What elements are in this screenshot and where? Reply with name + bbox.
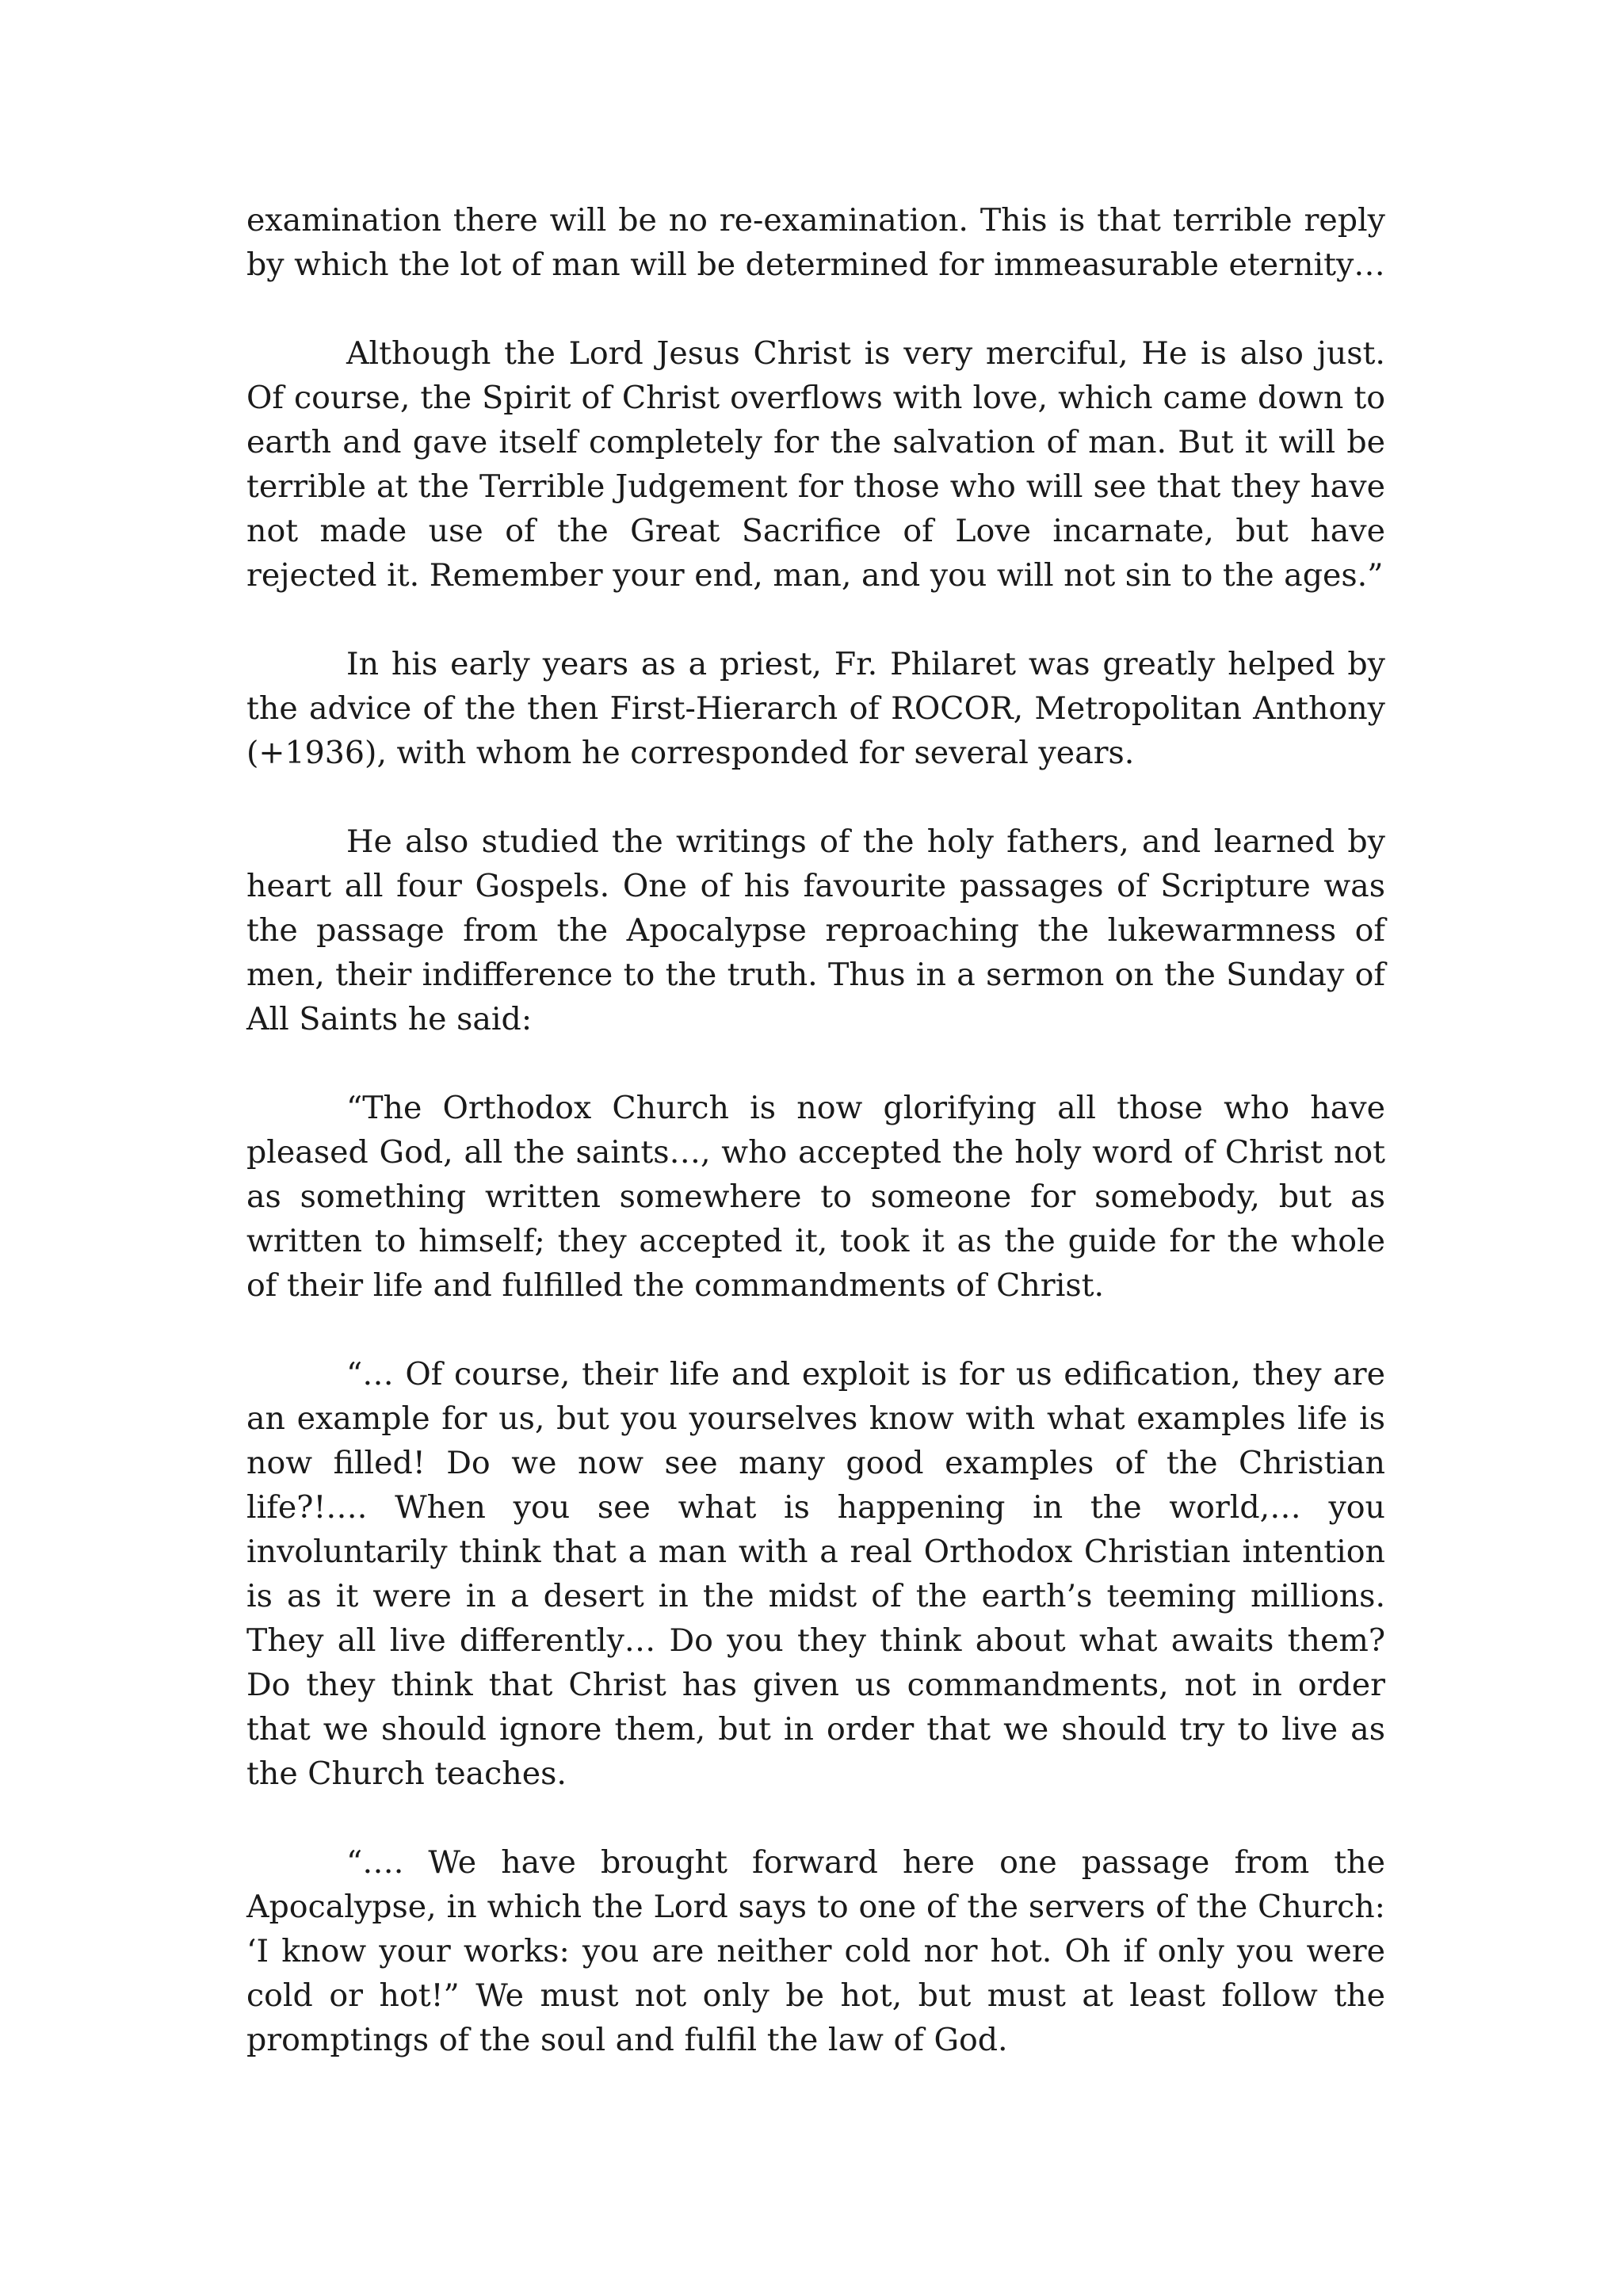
paragraph-1: examination there will be no re-examination. This is that terrible reply by which the lot of man will be determined for immeasurable eternity… bbox=[246, 202, 1385, 283]
paragraph-4: He also studied the writings of the holy fathers, and learned by heart all four Gospels. One of his favourite passages of Scripture was the passage from the Apocalypse reproaching the lukewarmness of men, their indifference to the truth. Thus in a sermon on the Sunday of All Saints he said: bbox=[246, 823, 1385, 1037]
paragraph-6: “… Of course, their life and exploit is for us edification, they are an example for us, but you yourselves know with what examples life is now filled! Do we now see many good examples of the Christian life?!…. When you see what is happening in the world,… you involuntarily think that a man with a real Orthodox Christian intention is as it were in a desert in the midst of the earth’s teeming millions. They all live differently… Do you they think about what awaits them? Do they think that Christ has given us commandments, not in order that we should ignore them, but in order that we should try to live as the Church teaches. bbox=[246, 1356, 1385, 1792]
paragraph-5: “The Orthodox Church is now glorifying all those who have pleased God, all the saints…, who accepted the holy word of Christ not as something written somewhere to someone for somebody, but as written to himself; they accepted it, took it as the guide for the whole of their life and fulfilled the commandments of Christ. bbox=[246, 1090, 1385, 1304]
body-text bbox=[246, 198, 1385, 2062]
paragraph-7: “…. We have brought forward here one passage from the Apocalypse, in which the Lord says to one of the servers of the Church: ‘I know your works: you are neither cold nor hot. Oh if only you were cold or hot!” We must not only be hot, but must at least follow the promptings of the soul and fulfil the law of God. bbox=[246, 1844, 1385, 2058]
paragraph-3: In his early years as a priest, Fr. Philaret was greatly helped by the advice of the then First-Hierarch of ROCOR, Metropolitan Anthony (+1936), with whom he corresponded for several years. bbox=[246, 646, 1385, 771]
paragraph-2: Although the Lord Jesus Christ is very merciful, He is also just. Of course, the Spirit of Christ overflows with love, which came down to earth and gave itself completely for the salvation of man. But it will be terrible at the Terrible Judgement for those who will see that they have not made use of the Great Sacrifice of Love incarnate, but have rejected it. Remember your end, man, and you will not sin to the ages.” bbox=[246, 335, 1385, 594]
